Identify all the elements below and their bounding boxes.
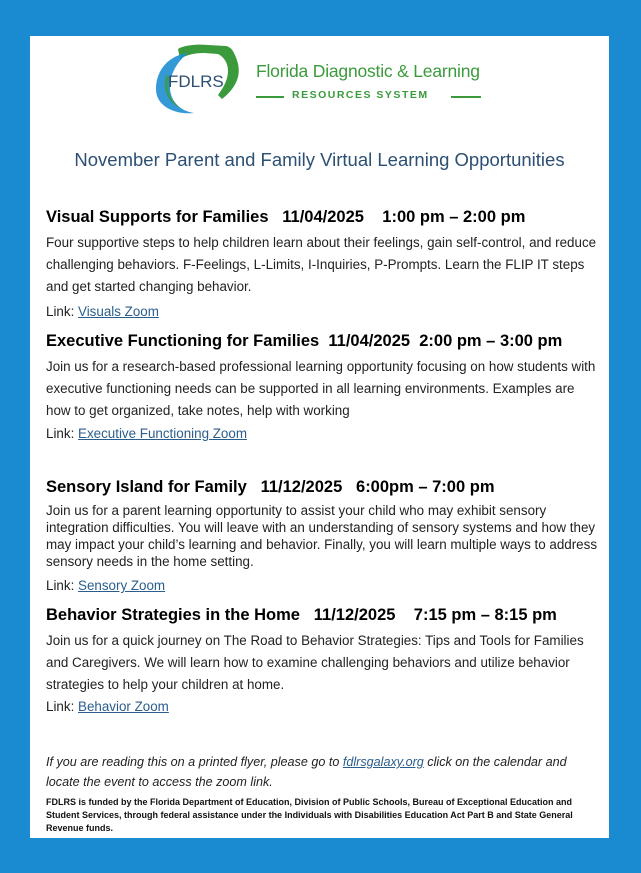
printed-flyer-note: If you are reading this on a printed flyer, please go to fdlrsgalaxy.org click on the calendar and locate the event to access the zoom link.	[46, 755, 567, 789]
event-description: Four supportive steps to help children learn about their feelings, gain self-control, and reduce challenging behaviors. F-Feelings, L-Limits, I-Inquiries, P-Prompts. Learn the FLIP IT steps and get started changing behavior.	[46, 235, 597, 294]
org-subtitle-text: RESOURCES SYSTEM	[292, 89, 429, 101]
visuals-zoom-link[interactable]: Visuals Zoom	[78, 304, 159, 319]
event-visual-supports	[46, 208, 602, 298]
event-link-row: Link: Executive Functioning Zoom	[46, 426, 247, 441]
fdlrs-logo-icon	[148, 39, 256, 119]
event-title	[46, 606, 602, 625]
logo-text: FDLRS	[168, 72, 224, 91]
event-time: 2:00 pm – 3:00 pm	[419, 332, 563, 350]
event-link-row: Link: Sensory Zoom	[46, 578, 166, 593]
event-description: Join us for a parent learning opportunity to assist your child who may exhibit sensory integration difficulties. You will leave with an understanding of sensory systems and how they may impact your child’s learning and behavior. Finally, you will learn multiple ways to address sensory needs in the home setting.	[46, 503, 598, 569]
org-name: Florida Diagnostic & Learning	[256, 61, 480, 81]
event-executive-functioning	[46, 332, 602, 422]
event-time: 6:00pm – 7:00 pm	[356, 478, 495, 496]
event-name: Sensory Island for Family	[46, 478, 247, 496]
fdlrsgalaxy-link[interactable]: fdlrsgalaxy.org	[342, 755, 424, 769]
event-date: 11/12/2025	[260, 478, 343, 496]
event-name: Executive Functioning for Families	[46, 332, 320, 350]
executive-functioning-zoom-link[interactable]: Executive Functioning Zoom	[78, 426, 247, 441]
flyer-sheet	[30, 36, 609, 838]
event-name: Behavior Strategies in the Home	[46, 606, 300, 624]
behavior-zoom-link[interactable]: Behavior Zoom	[78, 699, 169, 714]
event-title	[46, 332, 602, 351]
event-time: 1:00 pm – 2:00 pm	[382, 208, 526, 226]
event-behavior-strategies	[46, 606, 602, 696]
event-name: Visual Supports for Families	[46, 208, 269, 226]
event-link-row: Link: Behavior Zoom	[46, 699, 169, 714]
event-date: 11/04/2025	[328, 332, 411, 350]
event-sensory-island	[46, 478, 602, 570]
funding-statement: FDLRS is funded by the Florida Department of Education, Division of Public Schools, Bureau of Exceptional Education and Student Services, through federal assistance under the Individuals with Disabilities Education Act Part B and State General Revenue funds.	[46, 797, 573, 833]
org-subtitle	[256, 89, 481, 103]
fdlrs-header	[148, 39, 488, 119]
sensory-zoom-link[interactable]: Sensory Zoom	[78, 578, 166, 593]
event-title	[46, 208, 602, 227]
event-link-row: Link: Visuals Zoom	[46, 304, 159, 319]
event-description: Join us for a research-based professional learning opportunity focusing on how students with executive functioning needs can be supported in all learning environments. Examples are how to get organized, take notes, help with working	[46, 359, 596, 418]
event-date: 11/04/2025	[282, 208, 364, 226]
event-date: 11/12/2025	[313, 606, 396, 624]
event-description: Join us for a quick journey on The Road to Behavior Strategies: Tips and Tools for Families and Caregivers. We will learn how to examine challenging behaviors and utilize behavior strategies to help your children at home.	[46, 633, 584, 692]
page-title: November Parent and Family Virtual Learning Opportunities	[74, 149, 565, 170]
event-time: 7:15 pm – 8:15 pm	[413, 606, 557, 624]
event-title	[46, 478, 602, 497]
